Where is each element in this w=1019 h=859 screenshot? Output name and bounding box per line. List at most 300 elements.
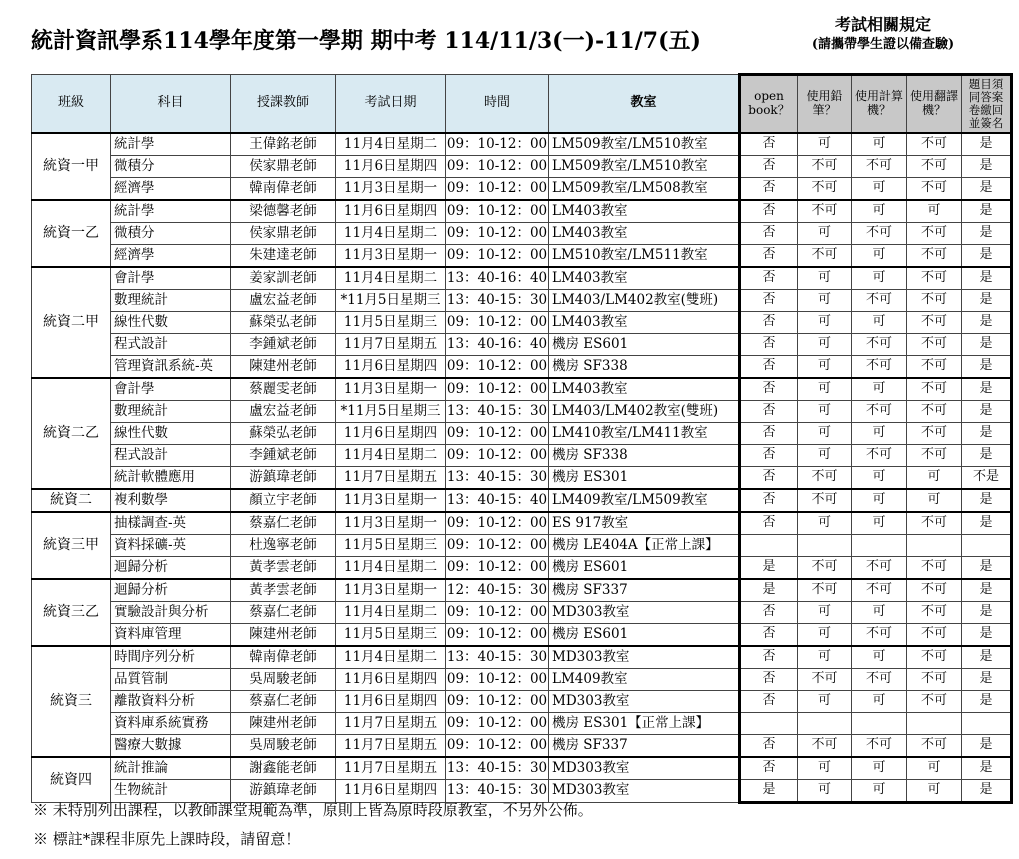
classroom: LM403教室 bbox=[549, 378, 740, 401]
exam-date: *11月5日星期三 bbox=[336, 290, 446, 312]
teacher: 蔡嘉仁老師 bbox=[231, 512, 336, 535]
pencil-flag: 可 bbox=[798, 780, 852, 803]
pencil-flag: 可 bbox=[798, 267, 852, 290]
open-book-flag: 否 bbox=[740, 646, 798, 669]
table-row bbox=[32, 378, 1012, 401]
subject: 數理統計 bbox=[111, 290, 231, 312]
subject: 統計學 bbox=[111, 200, 231, 223]
teacher: 李鍾斌老師 bbox=[231, 334, 336, 356]
teacher: 侯家鼎老師 bbox=[231, 156, 336, 178]
exam-time: 09：10-12：00 bbox=[446, 312, 549, 334]
pencil-flag: 不可 bbox=[798, 669, 852, 691]
footnote-general: ※ 未特別列出課程，以教師課堂規範為準，原則上皆為原時段原教室，不另外公佈。 bbox=[33, 801, 593, 819]
classroom: ES 917教室 bbox=[549, 512, 740, 535]
classroom: MD303教室 bbox=[549, 780, 740, 803]
table-row bbox=[32, 312, 1012, 334]
pencil-flag: 可 bbox=[798, 223, 852, 245]
pencil-flag: 不可 bbox=[798, 178, 852, 201]
exam-date: 11月5日星期三 bbox=[336, 624, 446, 647]
col-header-class: 班級 bbox=[32, 75, 111, 134]
class-name: 統資四 bbox=[32, 757, 111, 803]
class-name: 統資一甲 bbox=[32, 133, 111, 200]
open-book-flag: 否 bbox=[740, 669, 798, 691]
footnote-asterisk: ※ 標註*課程非原先上課時段，請留意！ bbox=[33, 830, 301, 848]
pencil-flag: 可 bbox=[798, 624, 852, 647]
calculator-flag: 不可 bbox=[852, 669, 907, 691]
exam-date: 11月4日星期二 bbox=[336, 646, 446, 669]
calculator-flag: 可 bbox=[852, 378, 907, 401]
translator-flag: 不可 bbox=[907, 646, 962, 669]
exam-time: 09：10-12：00 bbox=[446, 133, 549, 156]
exam-time: 13：40-16：40 bbox=[446, 267, 549, 290]
teacher: 吳周駿老師 bbox=[231, 669, 336, 691]
exam-date: 11月7日星期五 bbox=[336, 467, 446, 490]
exam-time: 09：10-12：00 bbox=[446, 624, 549, 647]
classroom: LM403/LM402教室(雙班) bbox=[549, 401, 740, 423]
translator-flag: 可 bbox=[907, 489, 962, 512]
table-header bbox=[32, 75, 1012, 134]
table-row bbox=[32, 356, 1012, 379]
subject: 抽樣調查-英 bbox=[111, 512, 231, 535]
subject: 迴歸分析 bbox=[111, 557, 231, 580]
pencil-flag: 不可 bbox=[798, 735, 852, 758]
teacher: 梁德馨老師 bbox=[231, 200, 336, 223]
open-book-flag: 是 bbox=[740, 780, 798, 803]
classroom: MD303教室 bbox=[549, 602, 740, 624]
translator-flag: 不可 bbox=[907, 669, 962, 691]
subject: 會計學 bbox=[111, 378, 231, 401]
teacher: 蔡嘉仁老師 bbox=[231, 691, 336, 713]
translator-flag: 可 bbox=[907, 757, 962, 780]
calculator-flag: 可 bbox=[852, 602, 907, 624]
class-name: 統資三乙 bbox=[32, 579, 111, 646]
subject: 微積分 bbox=[111, 156, 231, 178]
exam-time: 09：10-12：00 bbox=[446, 735, 549, 758]
exam-time: 13：40-15：30 bbox=[446, 757, 549, 780]
open-book-flag: 否 bbox=[740, 312, 798, 334]
calculator-flag: 可 bbox=[852, 133, 907, 156]
open-book-flag: 否 bbox=[740, 200, 798, 223]
classroom: LM410教室/LM411教室 bbox=[549, 423, 740, 445]
return-sign-flag: 不是 bbox=[962, 467, 1012, 490]
calculator-flag: 不可 bbox=[852, 557, 907, 580]
classroom: LM403教室 bbox=[549, 200, 740, 223]
teacher: 陳建州老師 bbox=[231, 624, 336, 647]
open-book-flag: 否 bbox=[740, 178, 798, 201]
exam-date: 11月6日星期四 bbox=[336, 423, 446, 445]
return-sign-flag: 是 bbox=[962, 646, 1012, 669]
return-sign-flag: 是 bbox=[962, 267, 1012, 290]
subject: 生物統計 bbox=[111, 780, 231, 803]
subject: 會計學 bbox=[111, 267, 231, 290]
exam-time: 09：10-12：00 bbox=[446, 713, 549, 735]
pencil-flag: 不可 bbox=[798, 557, 852, 580]
subject: 資料採礦-英 bbox=[111, 535, 231, 557]
pencil-flag: 可 bbox=[798, 512, 852, 535]
translator-flag: 可 bbox=[907, 467, 962, 490]
exam-date: 11月3日星期一 bbox=[336, 512, 446, 535]
class-name: 統資一乙 bbox=[32, 200, 111, 267]
exam-date: 11月5日星期三 bbox=[336, 535, 446, 557]
return-sign-flag: 是 bbox=[962, 378, 1012, 401]
pencil-flag: 可 bbox=[798, 423, 852, 445]
teacher: 吳周駿老師 bbox=[231, 735, 336, 758]
exam-time: 13：40-15：30 bbox=[446, 290, 549, 312]
table-row bbox=[32, 602, 1012, 624]
return-sign-flag: 是 bbox=[962, 735, 1012, 758]
regulations-header bbox=[756, 14, 1010, 53]
pencil-flag: 不可 bbox=[798, 200, 852, 223]
classroom: 機房 LE404A【正常上課】 bbox=[549, 535, 740, 557]
exam-time: 13：40-15：30 bbox=[446, 467, 549, 490]
classroom: LM403教室 bbox=[549, 312, 740, 334]
return-sign-flag: 是 bbox=[962, 223, 1012, 245]
calculator-flag: 不可 bbox=[852, 735, 907, 758]
exam-date: 11月3日星期一 bbox=[336, 489, 446, 512]
table-row bbox=[32, 535, 1012, 557]
class-name: 統資二 bbox=[32, 489, 111, 512]
calculator-flag: 不可 bbox=[852, 223, 907, 245]
exam-time: 09：10-12：00 bbox=[446, 223, 549, 245]
open-book-flag: 否 bbox=[740, 245, 798, 268]
exam-date: 11月4日星期二 bbox=[336, 445, 446, 467]
calculator-flag: 不可 bbox=[852, 156, 907, 178]
open-book-flag: 否 bbox=[740, 334, 798, 356]
teacher: 蔡麗雯老師 bbox=[231, 378, 336, 401]
classroom: 機房 ES601 bbox=[549, 557, 740, 580]
return-sign-flag: 是 bbox=[962, 624, 1012, 647]
translator-flag: 不可 bbox=[907, 691, 962, 713]
class-name: 統資二乙 bbox=[32, 378, 111, 489]
translator-flag: 不可 bbox=[907, 512, 962, 535]
exam-time: 13：40-15：30 bbox=[446, 646, 549, 669]
teacher: 盧宏益老師 bbox=[231, 290, 336, 312]
classroom: 機房 ES301【正常上課】 bbox=[549, 713, 740, 735]
exam-time: 09：10-12：00 bbox=[446, 156, 549, 178]
translator-flag: 不可 bbox=[907, 735, 962, 758]
exam-date: *11月5日星期三 bbox=[336, 401, 446, 423]
return-sign-flag: 是 bbox=[962, 445, 1012, 467]
col-header-open-book: open book？ bbox=[740, 75, 798, 134]
exam-time: 13：40-16：40 bbox=[446, 334, 549, 356]
exam-time: 12：40-15：30 bbox=[446, 579, 549, 602]
pencil-flag bbox=[798, 535, 852, 557]
subject: 迴歸分析 bbox=[111, 579, 231, 602]
teacher: 蘇榮弘老師 bbox=[231, 423, 336, 445]
return-sign-flag: 是 bbox=[962, 312, 1012, 334]
subject: 時間序列分析 bbox=[111, 646, 231, 669]
exam-time: 13：40-15：30 bbox=[446, 401, 549, 423]
teacher: 陳建州老師 bbox=[231, 713, 336, 735]
exam-date: 11月3日星期一 bbox=[336, 245, 446, 268]
translator-flag: 不可 bbox=[907, 223, 962, 245]
return-sign-flag bbox=[962, 713, 1012, 735]
teacher: 游鎮瑋老師 bbox=[231, 780, 336, 803]
open-book-flag: 是 bbox=[740, 579, 798, 602]
return-sign-flag: 是 bbox=[962, 334, 1012, 356]
subject: 實驗設計與分析 bbox=[111, 602, 231, 624]
pencil-flag: 可 bbox=[798, 445, 852, 467]
return-sign-flag: 是 bbox=[962, 356, 1012, 379]
exam-date: 11月6日星期四 bbox=[336, 780, 446, 803]
translator-flag: 不可 bbox=[907, 401, 962, 423]
open-book-flag: 否 bbox=[740, 356, 798, 379]
return-sign-flag: 是 bbox=[962, 489, 1012, 512]
return-sign-flag: 是 bbox=[962, 691, 1012, 713]
open-book-flag bbox=[740, 535, 798, 557]
pencil-flag: 可 bbox=[798, 133, 852, 156]
page-title: 統計資訊學系114學年度第一學期 期中考 114/11/3(一)-11/7(五) bbox=[31, 28, 701, 54]
col-header-exam-date: 考試日期 bbox=[336, 75, 446, 134]
table-row bbox=[32, 423, 1012, 445]
translator-flag: 不可 bbox=[907, 178, 962, 201]
subject: 複利數學 bbox=[111, 489, 231, 512]
table-row bbox=[32, 713, 1012, 735]
exam-date: 11月7日星期五 bbox=[336, 757, 446, 780]
subject: 統計學 bbox=[111, 133, 231, 156]
calculator-flag: 可 bbox=[852, 757, 907, 780]
table-row bbox=[32, 735, 1012, 758]
exam-date: 11月6日星期四 bbox=[336, 669, 446, 691]
calculator-flag: 可 bbox=[852, 467, 907, 490]
classroom: 機房 ES301 bbox=[549, 467, 740, 490]
table-row bbox=[32, 579, 1012, 602]
open-book-flag: 否 bbox=[740, 467, 798, 490]
classroom: 機房 ES601 bbox=[549, 334, 740, 356]
teacher: 陳建州老師 bbox=[231, 356, 336, 379]
col-header-subject: 科目 bbox=[111, 75, 231, 134]
return-sign-flag: 是 bbox=[962, 512, 1012, 535]
exam-time: 09：10-12：00 bbox=[446, 245, 549, 268]
translator-flag: 不可 bbox=[907, 267, 962, 290]
open-book-flag: 否 bbox=[740, 735, 798, 758]
pencil-flag: 可 bbox=[798, 378, 852, 401]
calculator-flag: 可 bbox=[852, 780, 907, 803]
open-book-flag: 是 bbox=[740, 557, 798, 580]
return-sign-flag: 是 bbox=[962, 579, 1012, 602]
exam-date: 11月6日星期四 bbox=[336, 156, 446, 178]
exam-time: 09：10-12：00 bbox=[446, 602, 549, 624]
subject: 經濟學 bbox=[111, 245, 231, 268]
classroom: MD303教室 bbox=[549, 757, 740, 780]
translator-flag bbox=[907, 535, 962, 557]
col-header-pencil: 使用鉛筆？ bbox=[798, 75, 852, 134]
classroom: LM509教室/LM510教室 bbox=[549, 133, 740, 156]
classroom: LM403教室 bbox=[549, 223, 740, 245]
col-header-translator: 使用翻譯機？ bbox=[907, 75, 962, 134]
col-header-time: 時間 bbox=[446, 75, 549, 134]
teacher: 朱建達老師 bbox=[231, 245, 336, 268]
subject: 統計推論 bbox=[111, 757, 231, 780]
pencil-flag: 可 bbox=[798, 602, 852, 624]
classroom: LM510教室/LM511教室 bbox=[549, 245, 740, 268]
return-sign-flag: 是 bbox=[962, 757, 1012, 780]
exam-time: 09：10-12：00 bbox=[446, 557, 549, 580]
table-row bbox=[32, 512, 1012, 535]
translator-flag: 不可 bbox=[907, 602, 962, 624]
classroom: LM409教室 bbox=[549, 669, 740, 691]
open-book-flag: 否 bbox=[740, 602, 798, 624]
return-sign-flag: 是 bbox=[962, 423, 1012, 445]
return-sign-flag: 是 bbox=[962, 602, 1012, 624]
teacher: 游鎮瑋老師 bbox=[231, 467, 336, 490]
pencil-flag: 可 bbox=[798, 312, 852, 334]
exam-time: 09：10-12：00 bbox=[446, 423, 549, 445]
classroom: LM509教室/LM510教室 bbox=[549, 156, 740, 178]
translator-flag: 不可 bbox=[907, 133, 962, 156]
open-book-flag: 否 bbox=[740, 378, 798, 401]
exam-date: 11月7日星期五 bbox=[336, 713, 446, 735]
table-row bbox=[32, 624, 1012, 647]
teacher: 黃孝雲老師 bbox=[231, 557, 336, 580]
subject: 資料庫管理 bbox=[111, 624, 231, 647]
subject: 微積分 bbox=[111, 223, 231, 245]
exam-time: 09：10-12：00 bbox=[446, 691, 549, 713]
exam-schedule-table bbox=[31, 73, 1013, 804]
exam-time: 09：10-12：00 bbox=[446, 378, 549, 401]
table-row bbox=[32, 691, 1012, 713]
classroom: 機房 SF338 bbox=[549, 356, 740, 379]
exam-date: 11月6日星期四 bbox=[336, 356, 446, 379]
exam-date: 11月6日星期四 bbox=[336, 200, 446, 223]
table-row bbox=[32, 467, 1012, 490]
exam-date: 11月4日星期二 bbox=[336, 602, 446, 624]
pencil-flag: 不可 bbox=[798, 156, 852, 178]
teacher: 謝鑫能老師 bbox=[231, 757, 336, 780]
exam-time: 09：10-12：00 bbox=[446, 200, 549, 223]
class-name: 統資三 bbox=[32, 646, 111, 757]
classroom: MD303教室 bbox=[549, 691, 740, 713]
exam-date: 11月3日星期一 bbox=[336, 378, 446, 401]
calculator-flag: 可 bbox=[852, 245, 907, 268]
table-row bbox=[32, 557, 1012, 580]
exam-date: 11月7日星期五 bbox=[336, 334, 446, 356]
translator-flag: 不可 bbox=[907, 624, 962, 647]
exam-date: 11月4日星期二 bbox=[336, 557, 446, 580]
calculator-flag: 可 bbox=[852, 646, 907, 669]
translator-flag: 不可 bbox=[907, 423, 962, 445]
pencil-flag: 可 bbox=[798, 691, 852, 713]
exam-date: 11月5日星期三 bbox=[336, 312, 446, 334]
col-header-calculator: 使用計算機？ bbox=[852, 75, 907, 134]
translator-flag: 可 bbox=[907, 780, 962, 803]
open-book-flag: 否 bbox=[740, 624, 798, 647]
calculator-flag bbox=[852, 713, 907, 735]
teacher: 杜逸寧老師 bbox=[231, 535, 336, 557]
classroom: LM403/LM402教室(雙班) bbox=[549, 290, 740, 312]
open-book-flag: 否 bbox=[740, 423, 798, 445]
exam-time: 09：10-12：00 bbox=[446, 356, 549, 379]
table-row bbox=[32, 669, 1012, 691]
exam-time: 09：10-12：00 bbox=[446, 535, 549, 557]
exam-time: 09：10-12：00 bbox=[446, 512, 549, 535]
header-row bbox=[32, 75, 1012, 134]
pencil-flag: 可 bbox=[798, 334, 852, 356]
classroom: LM509教室/LM508教室 bbox=[549, 178, 740, 201]
calculator-flag: 不可 bbox=[852, 356, 907, 379]
subject: 離散資料分析 bbox=[111, 691, 231, 713]
calculator-flag: 可 bbox=[852, 489, 907, 512]
classroom: 機房 ES601 bbox=[549, 624, 740, 647]
calculator-flag: 不可 bbox=[852, 334, 907, 356]
pencil-flag: 可 bbox=[798, 757, 852, 780]
subject: 品質管制 bbox=[111, 669, 231, 691]
calculator-flag: 可 bbox=[852, 423, 907, 445]
calculator-flag: 不可 bbox=[852, 579, 907, 602]
pencil-flag: 不可 bbox=[798, 489, 852, 512]
translator-flag: 不可 bbox=[907, 334, 962, 356]
subject: 經濟學 bbox=[111, 178, 231, 201]
subject: 醫療大數據 bbox=[111, 735, 231, 758]
regulations-title: 考試相關規定 bbox=[834, 15, 931, 34]
exam-time: 13：40-15：30 bbox=[446, 780, 549, 803]
pencil-flag bbox=[798, 713, 852, 735]
return-sign-flag bbox=[962, 535, 1012, 557]
teacher: 韓南偉老師 bbox=[231, 178, 336, 201]
translator-flag: 不可 bbox=[907, 378, 962, 401]
calculator-flag: 不可 bbox=[852, 445, 907, 467]
open-book-flag: 否 bbox=[740, 401, 798, 423]
exam-date: 11月4日星期二 bbox=[336, 223, 446, 245]
exam-date: 11月3日星期一 bbox=[336, 579, 446, 602]
pencil-flag: 可 bbox=[798, 646, 852, 669]
translator-flag: 不可 bbox=[907, 156, 962, 178]
teacher: 李鍾斌老師 bbox=[231, 445, 336, 467]
table-row bbox=[32, 267, 1012, 290]
teacher: 黃孝雲老師 bbox=[231, 579, 336, 602]
open-book-flag: 否 bbox=[740, 156, 798, 178]
open-book-flag: 否 bbox=[740, 267, 798, 290]
calculator-flag: 不可 bbox=[852, 290, 907, 312]
translator-flag: 不可 bbox=[907, 290, 962, 312]
teacher: 韓南偉老師 bbox=[231, 646, 336, 669]
calculator-flag bbox=[852, 535, 907, 557]
table-row bbox=[32, 334, 1012, 356]
table-row bbox=[32, 757, 1012, 780]
calculator-flag: 可 bbox=[852, 691, 907, 713]
pencil-flag: 可 bbox=[798, 356, 852, 379]
table-row bbox=[32, 290, 1012, 312]
open-book-flag: 否 bbox=[740, 133, 798, 156]
subject: 線性代數 bbox=[111, 312, 231, 334]
subject: 數理統計 bbox=[111, 401, 231, 423]
subject: 線性代數 bbox=[111, 423, 231, 445]
open-book-flag: 否 bbox=[740, 512, 798, 535]
table-row bbox=[32, 245, 1012, 268]
exam-date: 11月6日星期四 bbox=[336, 691, 446, 713]
return-sign-flag: 是 bbox=[962, 200, 1012, 223]
exam-date: 11月3日星期一 bbox=[336, 178, 446, 201]
teacher: 王偉銘老師 bbox=[231, 133, 336, 156]
exam-date: 11月4日星期二 bbox=[336, 133, 446, 156]
teacher: 姜家訓老師 bbox=[231, 267, 336, 290]
teacher: 蘇榮弘老師 bbox=[231, 312, 336, 334]
subject: 程式設計 bbox=[111, 445, 231, 467]
exam-time: 09：10-12：00 bbox=[446, 445, 549, 467]
translator-flag: 不可 bbox=[907, 356, 962, 379]
open-book-flag: 否 bbox=[740, 223, 798, 245]
translator-flag: 不可 bbox=[907, 579, 962, 602]
return-sign-flag: 是 bbox=[962, 245, 1012, 268]
table-row bbox=[32, 646, 1012, 669]
pencil-flag: 不可 bbox=[798, 579, 852, 602]
exam-time: 09：10-12：00 bbox=[446, 669, 549, 691]
return-sign-flag: 是 bbox=[962, 290, 1012, 312]
subject: 管理資訊系統-英 bbox=[111, 356, 231, 379]
translator-flag: 不可 bbox=[907, 557, 962, 580]
translator-flag: 可 bbox=[907, 200, 962, 223]
return-sign-flag: 是 bbox=[962, 401, 1012, 423]
